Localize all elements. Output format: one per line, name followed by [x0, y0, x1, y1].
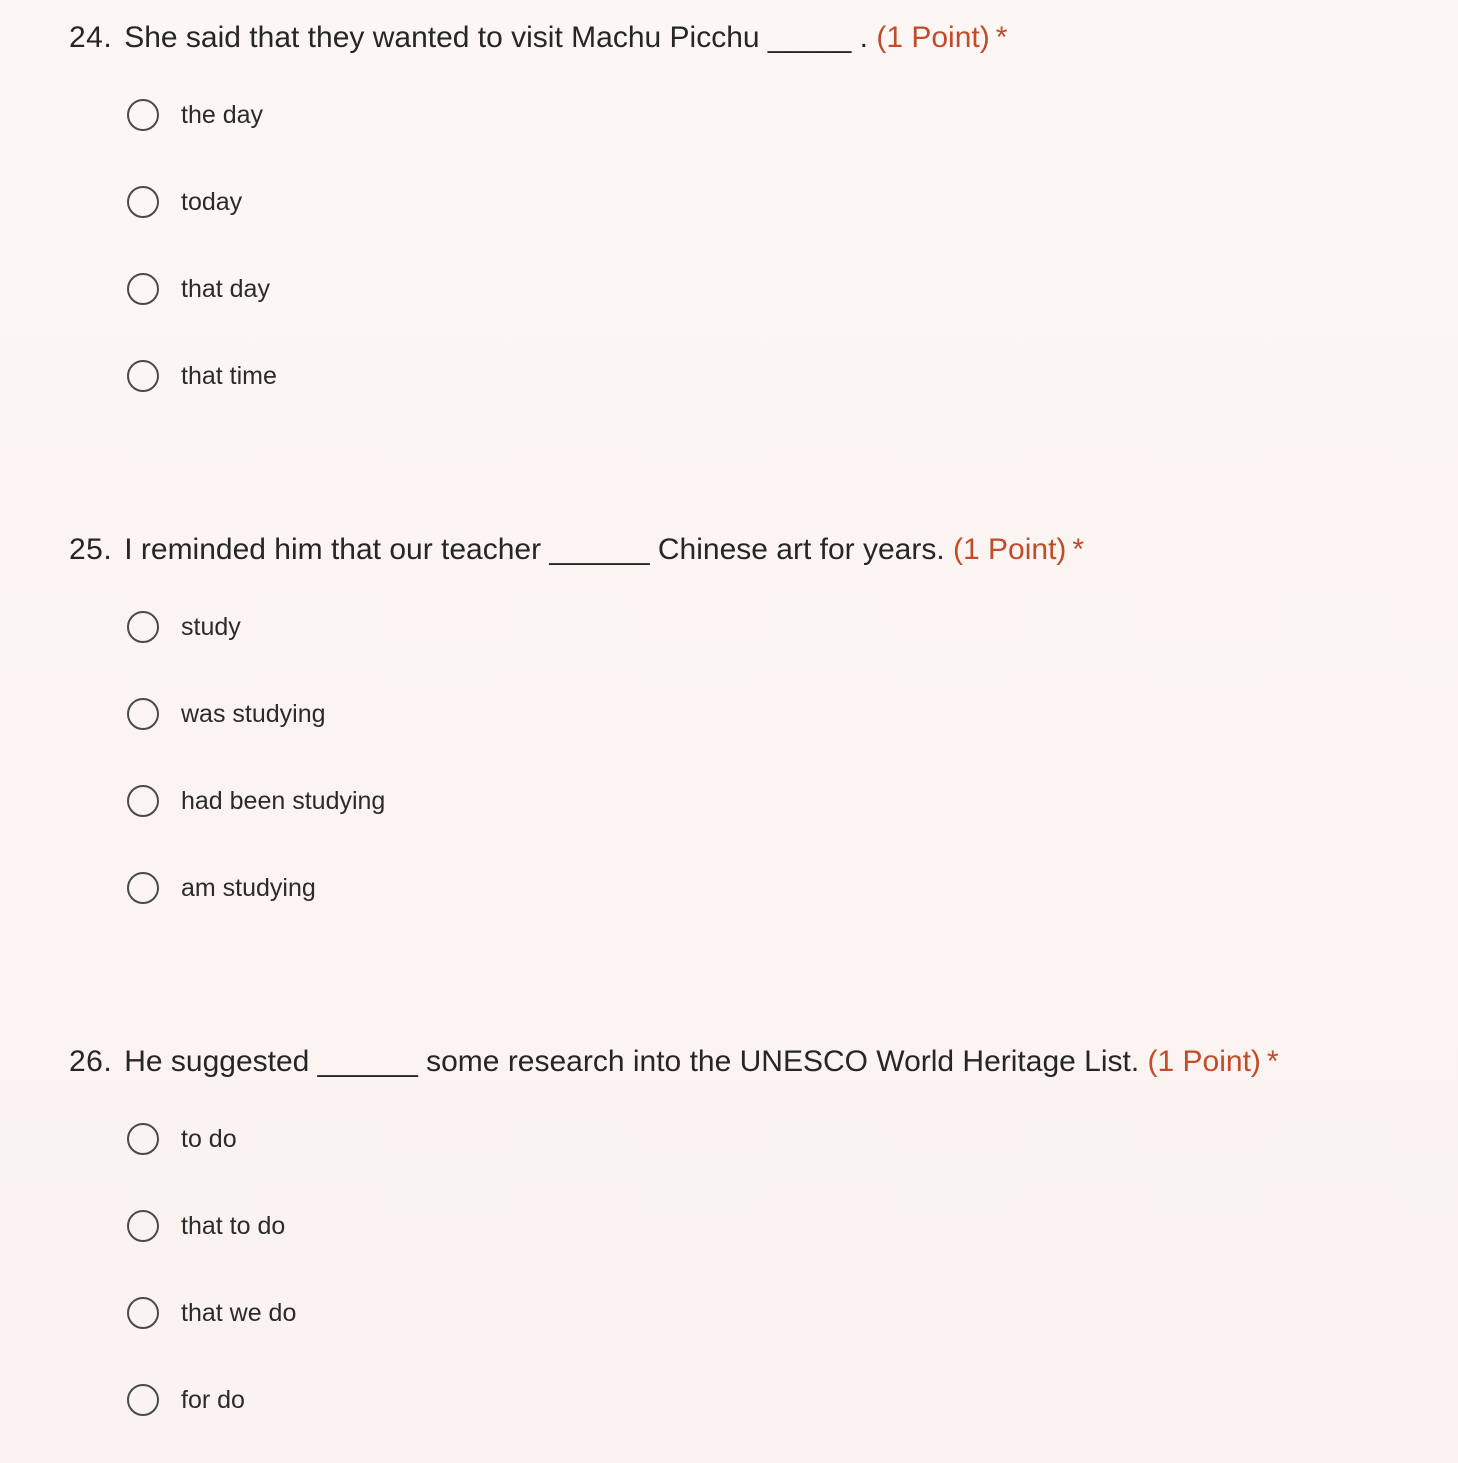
option-label: that time: [181, 361, 277, 390]
question-title: [69, 18, 1007, 58]
option-that-to-do[interactable]: [127, 1206, 285, 1246]
radio-button[interactable]: [127, 785, 159, 817]
radio-button[interactable]: [127, 1123, 159, 1155]
option-label: today: [181, 187, 243, 216]
question-number: 25.: [69, 533, 113, 566]
question-title: [69, 530, 1084, 570]
option-that-time[interactable]: [127, 356, 277, 396]
question-points: (1 Point): [953, 533, 1067, 566]
option-label: to do: [181, 1124, 237, 1153]
question-points: (1 Point): [876, 21, 990, 54]
option-had-been-studying[interactable]: [127, 781, 385, 821]
question-number: 24.: [69, 21, 113, 54]
required-asterisk: *: [995, 21, 1008, 54]
option-to-do[interactable]: [127, 1119, 237, 1159]
radio-button[interactable]: [127, 1384, 159, 1416]
radio-button[interactable]: [127, 872, 159, 904]
option-the-day[interactable]: [127, 95, 263, 135]
option-that-day[interactable]: [127, 269, 270, 309]
option-label: am studying: [181, 873, 316, 902]
radio-button[interactable]: [127, 360, 159, 392]
radio-button[interactable]: [127, 273, 159, 305]
question-title: [69, 1042, 1279, 1082]
radio-button[interactable]: [127, 611, 159, 643]
option-label: had been studying: [181, 786, 386, 815]
option-label: that day: [181, 274, 270, 303]
radio-button[interactable]: [127, 186, 159, 218]
required-asterisk: *: [1072, 533, 1085, 566]
option-am-studying[interactable]: [127, 868, 316, 908]
required-asterisk: *: [1266, 1045, 1279, 1078]
option-label: was studying: [181, 699, 326, 728]
question-text: He suggested ______ some research into the UNESCO World Heritage List.: [124, 1045, 1140, 1078]
radio-button[interactable]: [127, 1210, 159, 1242]
option-study[interactable]: [127, 607, 241, 647]
radio-button[interactable]: [127, 99, 159, 131]
option-label: that to do: [181, 1211, 286, 1240]
option-for-do[interactable]: [127, 1380, 245, 1420]
option-that-we-do[interactable]: [127, 1293, 296, 1333]
option-was-studying[interactable]: [127, 694, 326, 734]
option-label: the day: [181, 100, 264, 129]
question-points: (1 Point): [1147, 1045, 1261, 1078]
option-label: that we do: [181, 1298, 297, 1327]
option-label: study: [181, 612, 241, 641]
question-number: 26.: [69, 1045, 113, 1078]
option-label: for do: [181, 1385, 245, 1414]
question-text: I reminded him that our teacher ______ Chinese art for years.: [124, 533, 945, 566]
option-today[interactable]: [127, 182, 242, 222]
radio-button[interactable]: [127, 1297, 159, 1329]
question-text: She said that they wanted to visit Machu Picchu _____ .: [124, 21, 868, 54]
radio-button[interactable]: [127, 698, 159, 730]
